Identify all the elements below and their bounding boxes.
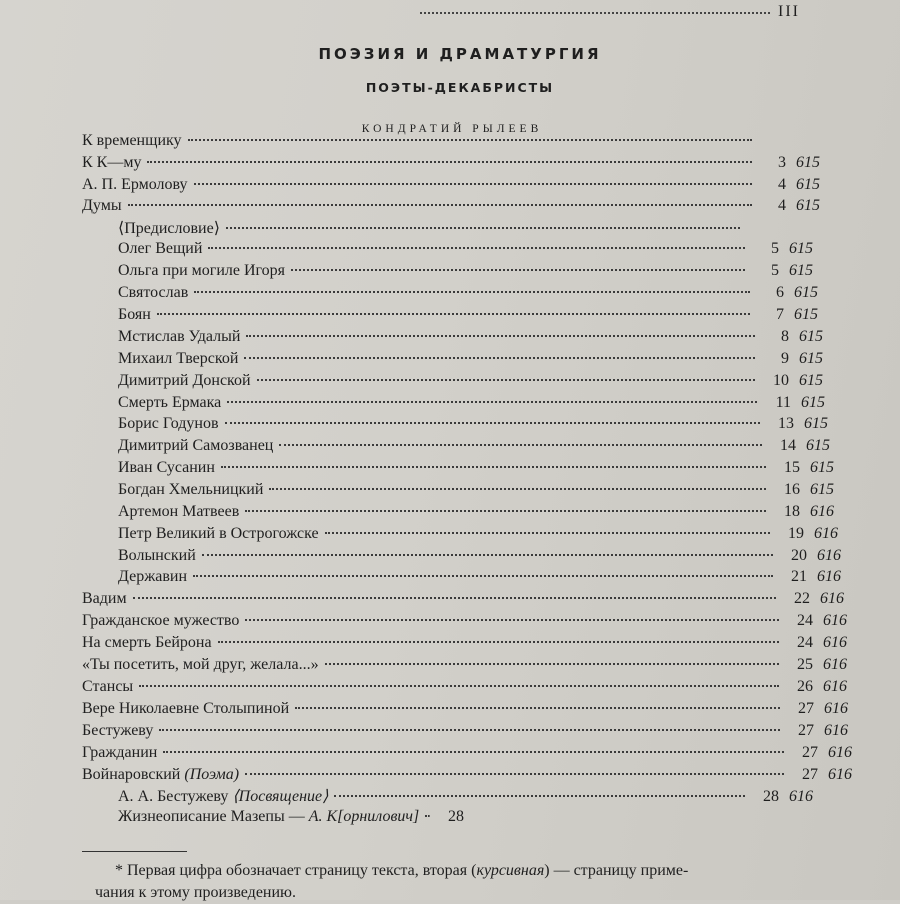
toc-entry xyxy=(118,547,841,568)
toc-entry-comment-page: 616 xyxy=(823,678,847,695)
toc-entry-page: 27 xyxy=(798,700,814,717)
toc-entry-page: 24 xyxy=(797,612,813,629)
toc-entry-title: Артемон Матвеев xyxy=(118,503,240,520)
leader-dots xyxy=(244,357,755,359)
toc-entry-title: Петр Великий в Острогожске xyxy=(118,525,319,542)
toc-entry-page: 7 xyxy=(776,306,784,323)
leader-dots xyxy=(325,663,779,665)
leader-dots xyxy=(139,685,779,687)
toc-entry xyxy=(82,634,847,655)
toc-entry-comment-page: 616 xyxy=(823,612,847,629)
leader-dots xyxy=(194,183,752,185)
footnote-text-suffix: ) — страницу приме- xyxy=(544,862,689,879)
toc-entry-page: 22 xyxy=(794,590,810,607)
toc-entry xyxy=(82,612,847,633)
author-name: КОНДРАТИЙ РЫЛЕЕВ xyxy=(361,123,543,135)
toc-entry-comment-page: 616 xyxy=(810,503,834,520)
toc-entry-page: 27 xyxy=(802,766,818,783)
toc-entry-page: 11 xyxy=(775,394,791,411)
toc-entry xyxy=(118,328,823,349)
toc-entry-comment-page: 616 xyxy=(823,634,847,651)
toc-entry-comment-page: 615 xyxy=(789,262,813,279)
toc-entry-comment-page: 616 xyxy=(814,525,838,542)
toc-entry xyxy=(118,525,838,546)
toc-entry xyxy=(82,197,820,218)
toc-entry-title: А. П. Ермолову xyxy=(82,176,188,193)
toc-entry-comment-page: 616 xyxy=(828,744,852,761)
toc-entry-page: 3 xyxy=(778,154,786,171)
toc-entry-title: Вадим xyxy=(82,590,127,607)
toc-entry-title: Ольга при могиле Игоря xyxy=(118,262,286,279)
toc-entry-page: 24 xyxy=(797,634,813,651)
toc-entry-comment-page: 615 xyxy=(796,197,820,214)
toc-entry xyxy=(82,678,847,699)
toc-entry-title: Михаил Тверской xyxy=(118,350,239,367)
toc-entry-comment-page: 616 xyxy=(828,766,852,783)
toc-entry-title: К К—му xyxy=(82,154,142,171)
toc-entry-page: 8 xyxy=(781,328,789,345)
leader-dots xyxy=(245,510,766,512)
toc-entry-comment-page: 616 xyxy=(789,788,813,805)
toc-entry-page: 13 xyxy=(778,415,794,432)
toc-entry-title: Думы xyxy=(82,197,122,214)
leader-dots xyxy=(225,422,761,424)
toc-entry-page: 15 xyxy=(784,459,800,476)
toc-entry xyxy=(118,568,841,589)
footnote-text-italic: курсивная xyxy=(476,862,545,879)
leader-dots xyxy=(133,597,776,599)
toc-entry-title: К временщику xyxy=(82,132,182,149)
toc-entry-page: 5 xyxy=(771,240,779,257)
toc-entry-title: ⟨Предисловие⟩ xyxy=(118,220,220,237)
toc-entry-title: Жизнеописание Мазепы — xyxy=(118,808,305,825)
toc-entry-page: 27 xyxy=(798,722,814,739)
toc-entry-title: Святослав xyxy=(118,284,189,301)
toc-entry-title: Димитрий Донской xyxy=(118,372,251,389)
toc-entry xyxy=(82,722,848,743)
toc-entry-title: Бестужеву xyxy=(82,722,154,739)
leader-dots xyxy=(334,795,745,797)
footnote-marker: * xyxy=(115,862,123,879)
toc-entry xyxy=(118,372,823,393)
toc-entry-title: Войнаровский xyxy=(82,766,181,783)
toc-entry-comment-page: 615 xyxy=(810,481,834,498)
toc-entry-page: 28 xyxy=(448,808,464,825)
toc-entry-comment-page: 616 xyxy=(824,722,848,739)
section-title: ПОЭЗИЯ И ДРАМАТУРГИЯ xyxy=(318,45,602,63)
toc-entry-comment-page: 616 xyxy=(824,700,848,717)
toc-entry xyxy=(82,744,852,765)
toc-entry xyxy=(82,656,847,677)
toc-entry-title: Державин xyxy=(118,568,188,585)
toc-entry xyxy=(118,437,830,458)
toc-entry-title: Смерть Ермака xyxy=(118,394,222,411)
leader-dots xyxy=(226,227,740,229)
toc-entry-comment-page: 616 xyxy=(823,656,847,673)
toc-entry xyxy=(118,394,825,415)
toc-entry-title: Иван Сусанин xyxy=(118,459,215,476)
leader-dots xyxy=(269,488,766,490)
toc-entry xyxy=(118,459,834,480)
leader-dots xyxy=(325,532,770,534)
toc-entry-comment-page: 615 xyxy=(810,459,834,476)
toc-entry-page: 6 xyxy=(776,284,784,301)
toc-entry-title: Борис Годунов xyxy=(118,415,219,432)
toc-entry-page: 4 xyxy=(778,197,786,214)
toc-entry xyxy=(118,350,823,371)
leader-dots xyxy=(218,641,779,643)
toc-entry-page: 26 xyxy=(797,678,813,695)
toc-entry-page: 16 xyxy=(784,481,800,498)
toc-entry-page: 9 xyxy=(781,350,789,367)
toc-entry-page: 21 xyxy=(791,568,807,585)
toc-entry-title: А. А. Бестужеву xyxy=(118,788,229,805)
toc-entry-title: Стансы xyxy=(82,678,134,695)
leader-dots xyxy=(245,773,784,775)
leader-dots xyxy=(188,139,752,141)
toc-entry-title-note: ⟨Посвящение⟩ xyxy=(232,788,329,805)
toc-entry-comment-page: 616 xyxy=(820,590,844,607)
toc-entry xyxy=(82,700,848,721)
toc-entry xyxy=(118,240,813,261)
toc-entry-title: Боян xyxy=(118,306,151,323)
leader-dots xyxy=(208,247,745,249)
toc-entry xyxy=(82,176,820,197)
toc-entry-page: 25 xyxy=(797,656,813,673)
toc-entry-page: 4 xyxy=(778,176,786,193)
toc-entry-title: Вере Николаевне Столыпиной xyxy=(82,700,290,717)
toc-entry-comment-page: 615 xyxy=(806,437,830,454)
toc-entry-title: «Ты посетить, мой друг, желала...» xyxy=(82,656,319,673)
leader-dots xyxy=(245,619,779,621)
toc-entry xyxy=(82,590,844,611)
leader-dots xyxy=(295,707,780,709)
top-page-number: III xyxy=(778,3,800,20)
leader-dots xyxy=(193,575,773,577)
leader-dots xyxy=(157,313,750,315)
toc-entry xyxy=(118,262,813,283)
leader-dots xyxy=(246,335,755,337)
toc-entry-comment-page: 615 xyxy=(801,394,825,411)
toc-entry-page: 27 xyxy=(802,744,818,761)
leader-dots xyxy=(291,269,745,271)
leader-dots xyxy=(202,554,773,556)
leader-dots xyxy=(194,291,750,293)
toc-entry-page: 19 xyxy=(788,525,804,542)
toc-entry-title: На смерть Бейрона xyxy=(82,634,212,651)
leader-dots xyxy=(159,729,780,731)
toc-entry xyxy=(118,808,498,829)
toc-entry xyxy=(82,766,852,787)
toc-entry xyxy=(118,306,818,327)
leader-dots xyxy=(128,204,752,206)
leader-dots xyxy=(163,751,784,753)
toc-entry-title: Гражданин xyxy=(82,744,158,761)
toc-entry-page: 10 xyxy=(773,372,789,389)
toc-entry-comment-page: 615 xyxy=(799,328,823,345)
leader-dots xyxy=(425,815,430,817)
toc-entry xyxy=(118,284,818,305)
footnote-text-prefix: Первая цифра обозначает страницу текста, вторая ( xyxy=(127,862,477,879)
toc-entry-title: Мстислав Удалый xyxy=(118,328,241,345)
toc-entry-title-note: А. К[орнилович] xyxy=(308,808,420,825)
subsection-title: ПОЭТЫ-ДЕКАБРИСТЫ xyxy=(365,80,555,95)
toc-entry-page: 28 xyxy=(763,788,779,805)
toc-entry-title: Олег Вещий xyxy=(118,240,203,257)
toc-entry-page: 18 xyxy=(784,503,800,520)
footnote-line-2: чания к этому произведению. xyxy=(95,884,296,901)
toc-entry xyxy=(118,218,808,239)
toc-entry-comment-page: 615 xyxy=(804,415,828,432)
toc-entry xyxy=(118,481,834,502)
toc-entry-comment-page: 615 xyxy=(794,284,818,301)
leader-dots xyxy=(279,444,762,446)
leader-dots xyxy=(221,466,766,468)
toc-entry-comment-page: 616 xyxy=(817,568,841,585)
leader-dots xyxy=(257,379,755,381)
toc-entry xyxy=(118,503,834,524)
toc-entry-comment-page: 615 xyxy=(794,306,818,323)
toc-entry xyxy=(118,786,813,807)
toc-entry-page: 14 xyxy=(780,437,796,454)
toc-entry-comment-page: 615 xyxy=(799,350,823,367)
toc-entry xyxy=(118,415,828,436)
toc-entry-comment-page: 615 xyxy=(796,176,820,193)
toc-entry-title-note: (Поэма) xyxy=(184,766,240,783)
toc-entry-title: Гражданское мужество xyxy=(82,612,240,629)
toc-entry-page: 20 xyxy=(791,547,807,564)
leader-dots xyxy=(147,161,752,163)
toc-entry xyxy=(82,132,820,153)
toc-entry xyxy=(82,154,820,175)
toc-entry-title: Волынский xyxy=(118,547,196,564)
toc-entry-comment-page: 616 xyxy=(817,547,841,564)
leader-dots xyxy=(227,401,757,403)
toc-entry-page: 5 xyxy=(771,262,779,279)
toc-entry-comment-page: 615 xyxy=(789,240,813,257)
footnote-rule xyxy=(82,851,187,852)
toc-entry-title: Богдан Хмельницкий xyxy=(118,481,264,498)
footnote xyxy=(95,860,875,904)
toc-entry-comment-page: 615 xyxy=(799,372,823,389)
toc-entry-title: Димитрий Самозванец xyxy=(118,437,274,454)
toc-entry-comment-page: 615 xyxy=(796,154,820,171)
